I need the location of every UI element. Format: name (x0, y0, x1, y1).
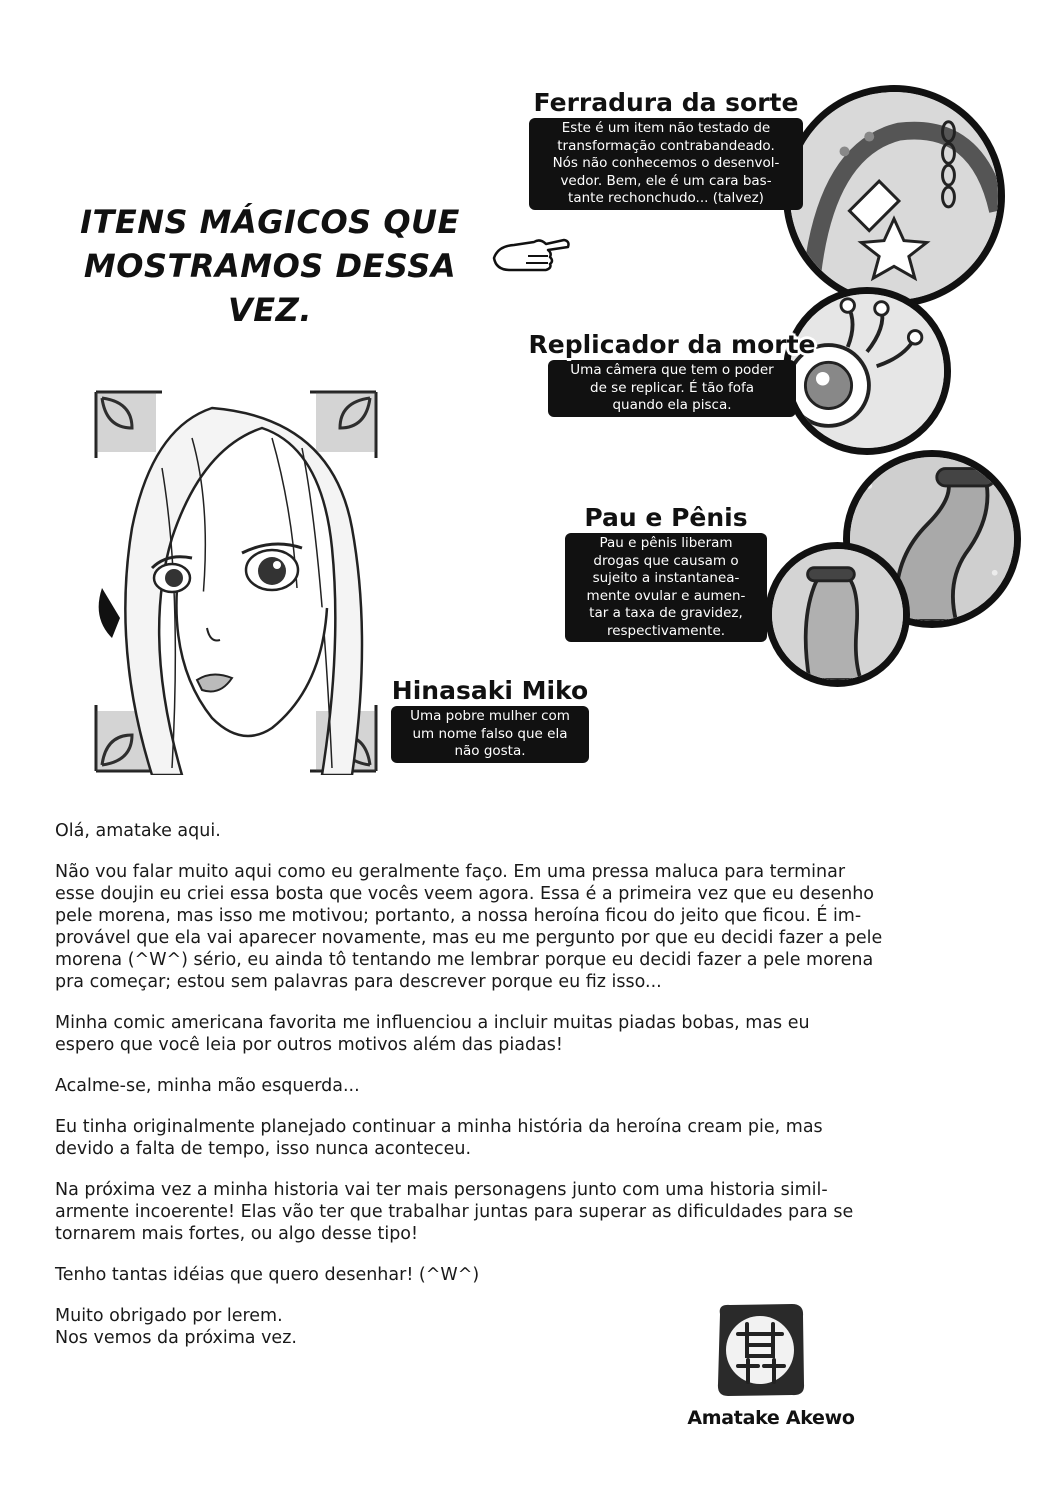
item-horseshoe (505, 88, 827, 210)
item-rod-desc-line: mente ovular e aumen- (586, 587, 746, 604)
page-title (50, 200, 490, 332)
letter-line: armente incoerente! Elas vão ter que trabalhar juntas para superar as dificuldades para se (55, 1202, 854, 1222)
page-title-line-1: ITENS MÁGICOS QUE (80, 203, 460, 241)
letter-closing (55, 1305, 1005, 1349)
letter-paragraph (55, 1116, 1005, 1160)
item-miko-title: Hinasaki Miko (391, 676, 589, 705)
item-horseshoe-desc-line: transformação contrabandeado. (557, 137, 775, 154)
item-miko-desc-line: um nome falso que ela (412, 725, 568, 742)
item-rod-desc-line: respectivamente. (606, 622, 726, 639)
letter-line: provável que ela vai aparecer novamente, mas eu me pergunto por que eu decidi fazer a pele (55, 928, 883, 948)
letter-paragraph (55, 1012, 1005, 1056)
pointing-hand-icon (488, 228, 572, 276)
letter-line: Na próxima vez a minha historia vai ter mais personagens junto com uma historia simil- (55, 1180, 828, 1200)
item-replicator (528, 330, 816, 417)
author-letter (55, 820, 1005, 1368)
letter-paragraph (55, 1179, 1005, 1245)
letter-line: Não vou falar muito aqui como eu geralmente faço. Em uma pressa maluca para terminar (55, 862, 846, 882)
item-miko-desc-line: não gosta. (454, 743, 526, 759)
item-replicator-title: Replicador da morte (528, 330, 816, 359)
letter-line: devido a falta de tempo, isso nunca aconteceu. (55, 1139, 472, 1159)
penis-illustration (765, 542, 910, 687)
letter-line: pele morena, mas isso me motivou; portanto, a nossa heroína ficou do jeito que ficou. É im- (55, 906, 862, 926)
item-rod-desc-line: tar a taxa de gravidez, (589, 605, 743, 621)
item-replicator-desc-line: de se replicar. É tão fofa (590, 379, 754, 396)
letter-paragraph: Acalme-se, minha mão esquerda... (55, 1076, 360, 1096)
letter-line: tornarem mais fortes, ou algo desse tipo! (55, 1224, 419, 1244)
item-miko (385, 676, 595, 763)
item-rod-desc-line: drogas que causam o (593, 552, 739, 569)
letter-paragraph (55, 861, 1005, 993)
letter-closing-line: Muito obrigado por lerem. (55, 1306, 283, 1326)
item-horseshoe-desc-line: Nós não conhecemos o desenvol- (552, 155, 780, 171)
page-title-line-2: MOSTRAMOS DESSA VEZ. (83, 247, 457, 329)
item-replicator-desc-line: quando ela pisca. (612, 397, 732, 413)
item-horseshoe-title: Ferradura da sorte (533, 88, 799, 117)
item-rod-description (565, 533, 767, 642)
item-horseshoe-desc-line: Este é um item não testado de (561, 120, 771, 136)
item-rod-desc-line: sujeito a instantanea- (592, 570, 740, 586)
item-horseshoe-desc-line: tante rechonchudo... (talvez) (568, 190, 764, 206)
item-miko-desc-line: Uma pobre mulher com (410, 708, 570, 724)
letter-line: Minha comic americana favorita me influenciou a incluir muitas piadas bobas, mas eu (55, 1013, 810, 1033)
letter-line: Eu tinha originalmente planejado continuar a minha história da heroína cream pie, mas (55, 1117, 823, 1137)
letter-line: esse doujin eu criei essa bosta que vocês veem agora. Essa é a primeira vez que eu desenho (55, 884, 875, 904)
item-horseshoe-description (529, 118, 803, 210)
item-rod-desc-line: Pau e pênis liberam (599, 535, 733, 551)
letter-greeting: Olá, amatake aqui. (55, 821, 221, 841)
item-replicator-desc-line: Uma câmera que tem o poder (570, 362, 774, 378)
item-miko-description (391, 706, 589, 763)
letter-closing-line: Nos vemos da próxima vez. (55, 1328, 297, 1348)
letter-line: espero que você leia por outros motivos além das piadas! (55, 1035, 563, 1055)
letter-line: pra começar; estou sem palavras para descrever porque eu fiz isso... (55, 972, 662, 992)
letter-line: morena (^W^) sério, eu ainda tô tentando me lembrar porque eu decidi fazer a pele morena (55, 950, 874, 970)
item-rod (555, 503, 777, 642)
item-rod-title: Pau e Pênis (584, 503, 748, 532)
item-replicator-description (548, 360, 796, 417)
author-seal-icon (712, 1300, 808, 1400)
letter-paragraph: Tenho tantas idéias que quero desenhar! (^W^) (55, 1265, 480, 1285)
item-horseshoe-desc-line: vedor. Bem, ele é um cara bas- (560, 172, 772, 189)
author-signature: Amatake Akewo (687, 1407, 855, 1429)
hinasaki-miko-portrait (92, 388, 380, 775)
